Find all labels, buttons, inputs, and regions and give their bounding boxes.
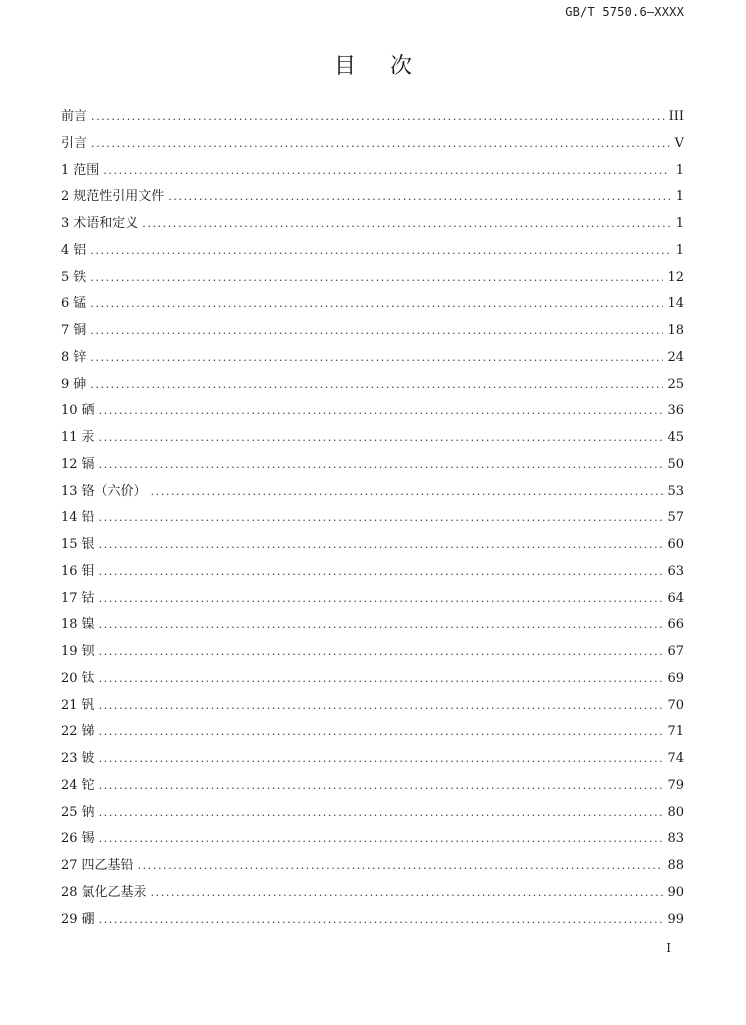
- toc-entry-number: 23: [61, 751, 78, 766]
- page-number: I: [666, 941, 671, 955]
- toc-entry-page: 74: [667, 751, 684, 766]
- toc-entry-page: 57: [667, 510, 684, 526]
- dot-leader: [99, 612, 664, 639]
- dot-leader: [99, 746, 664, 773]
- toc-entry-label: 钴: [81, 590, 95, 606]
- toc-entry-label: 镍: [81, 617, 95, 633]
- dot-leader: [99, 559, 664, 586]
- toc-entry[interactable]: [61, 184, 684, 211]
- toc-entry-label: 术语和定义: [73, 216, 139, 231]
- dot-leader: [99, 398, 664, 425]
- toc-entry-number: 13: [61, 483, 78, 499]
- toc-entry[interactable]: [61, 532, 684, 559]
- toc-entry-label: 硒: [81, 403, 95, 419]
- toc-entry-page: 63: [667, 563, 684, 579]
- dot-leader: [99, 800, 664, 827]
- toc-entry-label: 铝: [73, 242, 87, 258]
- toc-entry-number: 4: [61, 242, 70, 258]
- toc-entry-label: 钼: [81, 563, 95, 579]
- toc-entry-label: 锑: [81, 724, 95, 740]
- toc-entry-page: 66: [667, 617, 684, 633]
- toc-entry-number: 3: [61, 216, 70, 231]
- toc-entry-number: 2: [61, 189, 70, 205]
- page-title: [0, 49, 746, 80]
- toc-entry[interactable]: [61, 719, 684, 746]
- toc-entry-page: V: [674, 135, 684, 151]
- dot-leader: [90, 291, 663, 318]
- dot-leader: [99, 639, 664, 666]
- toc-entry-number: 6: [61, 296, 70, 312]
- toc-entry[interactable]: [61, 639, 684, 666]
- toc-entry[interactable]: [61, 238, 684, 265]
- toc-entry[interactable]: [61, 773, 684, 800]
- toc-entry-label: 硼: [81, 911, 95, 927]
- dot-leader: [90, 345, 663, 372]
- toc-entry-label: 四乙基铅: [81, 858, 134, 873]
- toc-entry-label: 银: [81, 537, 95, 552]
- toc-entry-label: 规范性引用文件: [73, 189, 165, 205]
- toc-entry-label: 锰: [73, 296, 87, 312]
- toc-entry[interactable]: [61, 372, 684, 399]
- toc-entry-number: 29: [61, 911, 78, 927]
- dot-leader: [90, 238, 670, 265]
- toc-entry[interactable]: [61, 425, 684, 452]
- toc-entry-label: 钡: [81, 644, 95, 659]
- toc-entry-page: 12: [667, 269, 684, 285]
- dot-leader: [168, 184, 670, 211]
- toc-entry-page: 53: [667, 483, 684, 499]
- toc-entry-number: 11: [61, 430, 78, 445]
- toc-entry[interactable]: [61, 559, 684, 586]
- dot-leader: [151, 479, 664, 506]
- dot-leader: [99, 907, 664, 934]
- toc-entry-number: 24: [61, 777, 78, 793]
- dot-leader: [91, 131, 670, 158]
- toc-entry-page: 90: [667, 884, 684, 900]
- toc-entry[interactable]: [61, 211, 684, 238]
- dot-leader: [99, 532, 664, 559]
- dot-leader: [138, 853, 664, 880]
- toc-entry[interactable]: [61, 345, 684, 372]
- toc-entry[interactable]: [61, 666, 684, 693]
- toc-entry-page: 60: [667, 537, 684, 552]
- toc-entry-number: 26: [61, 831, 78, 847]
- toc-entry-number: 12: [61, 456, 78, 472]
- toc-entry[interactable]: [61, 318, 684, 345]
- toc-entry-label: 砷: [73, 376, 87, 392]
- dot-leader: [91, 104, 665, 131]
- toc-entry-page: 24: [667, 349, 684, 365]
- dot-leader: [99, 666, 664, 693]
- toc-entry[interactable]: [61, 853, 684, 880]
- toc-entry-number: 16: [61, 563, 78, 579]
- toc-entry-number: 28: [61, 884, 78, 900]
- toc-entry-label: 镉: [81, 456, 95, 472]
- toc-entry-number: 25: [61, 804, 78, 820]
- dot-leader: [99, 452, 664, 479]
- toc-entry-page: 14: [667, 296, 684, 312]
- toc-entry-number: 18: [61, 617, 78, 633]
- toc-entry[interactable]: [61, 746, 684, 773]
- toc-entry-page: 1: [675, 242, 684, 258]
- toc-entry[interactable]: [61, 291, 684, 318]
- toc-entry-page: 64: [667, 590, 684, 606]
- toc-entry-number: 15: [61, 537, 78, 552]
- toc-entry[interactable]: [61, 800, 684, 827]
- toc-entry-label: 引言: [61, 135, 88, 151]
- toc-entry-page: 88: [667, 858, 684, 873]
- title-char-2: 次: [390, 53, 413, 79]
- toc-entry-number: 21: [61, 697, 78, 713]
- toc-entry-page: 79: [667, 777, 684, 793]
- toc-entry-label: 范围: [73, 162, 100, 178]
- toc-entry-page: 25: [667, 376, 684, 392]
- toc-entry-number: 14: [61, 510, 78, 526]
- toc-entry-page: 36: [667, 403, 684, 419]
- toc-entry-page: 18: [667, 323, 684, 338]
- toc-entry-number: 10: [61, 403, 78, 419]
- table-of-contents: [61, 104, 684, 933]
- toc-entry-number: 5: [61, 269, 70, 285]
- toc-entry-number: 8: [61, 349, 70, 365]
- toc-entry[interactable]: [61, 398, 684, 425]
- dot-leader: [142, 211, 670, 238]
- toc-entry-page: 69: [667, 670, 684, 686]
- dot-leader: [99, 586, 664, 613]
- toc-entry-page: 1: [675, 162, 684, 178]
- dot-leader: [99, 425, 664, 452]
- toc-entry-label: 铅: [81, 510, 95, 526]
- dot-leader: [99, 505, 664, 532]
- toc-entry-page: 67: [667, 644, 684, 659]
- toc-entry[interactable]: [61, 158, 684, 185]
- toc-entry-label: 汞: [81, 430, 95, 445]
- toc-entry-label: 铁: [73, 269, 87, 285]
- toc-entry[interactable]: [61, 131, 684, 158]
- toc-entry-page: 45: [667, 430, 684, 445]
- dot-leader: [90, 318, 663, 345]
- toc-entry-page: 70: [667, 697, 684, 713]
- title-char-1: 目: [333, 53, 356, 79]
- toc-entry-label: 铊: [81, 777, 95, 793]
- toc-entry-number: 1: [61, 162, 70, 178]
- toc-entry[interactable]: [61, 505, 684, 532]
- toc-entry-number: 20: [61, 670, 78, 686]
- toc-entry-number: 19: [61, 644, 78, 659]
- toc-entry-label: 铬（六价）: [81, 483, 147, 499]
- toc-entry-label: 前言: [61, 109, 88, 124]
- dot-leader: [151, 880, 664, 907]
- dot-leader: [99, 719, 664, 746]
- toc-entry-page: 80: [667, 804, 684, 820]
- toc-entry-label: 锌: [73, 349, 87, 365]
- toc-entry-label: 钠: [81, 804, 95, 820]
- toc-entry-number: 17: [61, 590, 78, 606]
- toc-entry-page: 83: [667, 831, 684, 847]
- toc-entry-label: 锡: [81, 831, 95, 847]
- toc-entry-label: 钛: [81, 670, 95, 686]
- document-code: GB/T 5750.6—XXXX: [565, 5, 684, 19]
- toc-entry[interactable]: [61, 907, 684, 934]
- toc-entry-page: III: [668, 109, 684, 124]
- toc-entry[interactable]: [61, 693, 684, 720]
- dot-leader: [90, 265, 663, 292]
- toc-entry-number: 9: [61, 376, 70, 392]
- toc-entry[interactable]: [61, 586, 684, 613]
- toc-entry-number: 7: [61, 323, 70, 338]
- dot-leader: [90, 372, 663, 399]
- toc-entry-page: 71: [667, 724, 684, 740]
- toc-entry[interactable]: [61, 826, 684, 853]
- toc-entry[interactable]: [61, 612, 684, 639]
- toc-entry-label: 铜: [73, 323, 87, 338]
- dot-leader: [99, 826, 664, 853]
- toc-entry-label: 氯化乙基汞: [81, 884, 147, 900]
- toc-entry[interactable]: [61, 880, 684, 907]
- toc-entry-page: 1: [675, 189, 684, 205]
- toc-entry-number: 27: [61, 858, 78, 873]
- toc-entry-page: 50: [667, 456, 684, 472]
- toc-entry[interactable]: [61, 265, 684, 292]
- toc-entry[interactable]: [61, 104, 684, 131]
- toc-entry-label: 钒: [81, 697, 95, 713]
- dot-leader: [99, 693, 664, 720]
- toc-entry-label: 铍: [81, 751, 95, 766]
- dot-leader: [99, 773, 664, 800]
- toc-entry[interactable]: [61, 452, 684, 479]
- toc-entry-page: 1: [675, 216, 684, 231]
- toc-entry-number: 22: [61, 724, 78, 740]
- dot-leader: [103, 158, 670, 185]
- toc-entry-page: 99: [667, 911, 684, 927]
- toc-entry[interactable]: [61, 479, 684, 506]
